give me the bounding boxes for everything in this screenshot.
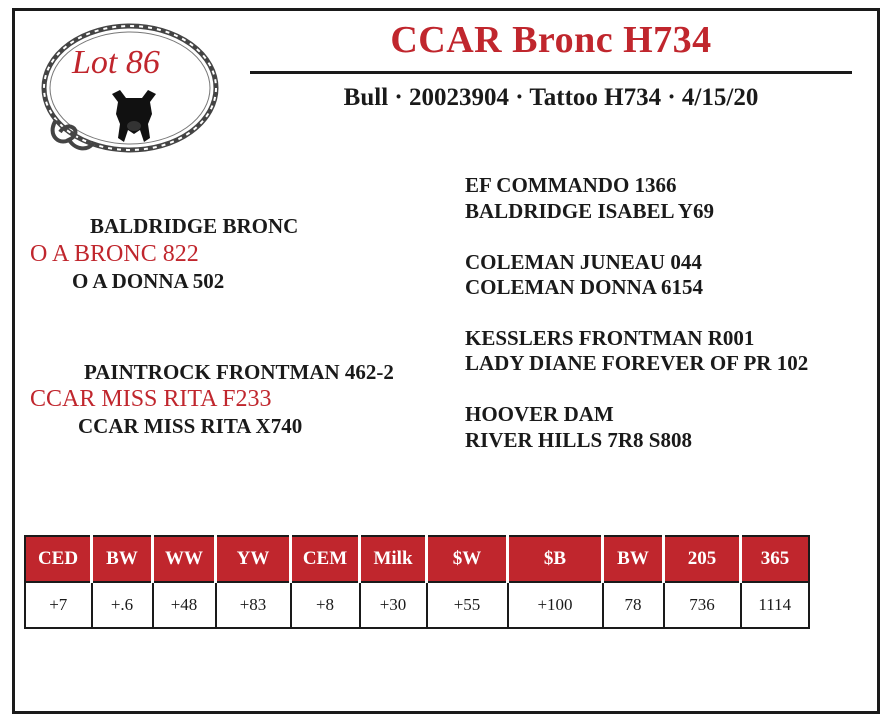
sire-name: O A BRONC 822 — [30, 241, 199, 267]
epd-header-row — [25, 536, 809, 582]
dam-sire-sire: KESSLERS FRONTMAN R001 — [465, 326, 755, 350]
epd-value-yw: +83 — [216, 582, 291, 628]
dam-name: CCAR MISS RITA F233 — [30, 386, 272, 412]
sire-sire-sire: EF COMMANDO 1366 — [465, 173, 677, 197]
bull-icon — [104, 84, 164, 144]
sire-dam: O A DONNA 502 — [72, 269, 225, 293]
epd-table — [24, 535, 810, 629]
dam-dam-sire: HOOVER DAM — [465, 402, 614, 426]
epd-header-ww: WW — [153, 536, 216, 582]
dam-dam-dam: RIVER HILLS 7R8 S808 — [465, 428, 692, 452]
epd-header-ced: CED — [25, 536, 92, 582]
animal-details: Bull · 20023904 · Tattoo H734 · 4/15/20 — [343, 84, 759, 111]
epd-header-205: 205 — [664, 536, 741, 582]
epd-header-cem: CEM — [291, 536, 360, 582]
sire-sire-dam: BALDRIDGE ISABEL Y69 — [465, 199, 714, 223]
epd-value-cem: +8 — [291, 582, 360, 628]
epd-value-milk: +30 — [360, 582, 427, 628]
epd-header-b-index: $B — [508, 536, 603, 582]
dam-sire: PAINTROCK FRONTMAN 462-2 — [84, 360, 394, 384]
epd-value-b-index: +100 — [508, 582, 603, 628]
epd-value-ced: +7 — [25, 582, 92, 628]
epd-value-365: 1114 — [741, 582, 810, 628]
epd-header-birth-weight: BW — [603, 536, 664, 582]
epd-value-bw: +.6 — [92, 582, 153, 628]
lot-number: Lot 86 — [72, 44, 160, 81]
epd-value-ww: +48 — [153, 582, 216, 628]
epd-header-w-index: $W — [427, 536, 508, 582]
sire-dam-sire: COLEMAN JUNEAU 044 — [465, 250, 702, 274]
epd-value-w-index: +55 — [427, 582, 508, 628]
epd-header-bw: BW — [92, 536, 153, 582]
dam-dam: CCAR MISS RITA X740 — [78, 414, 303, 438]
dam-sire-dam: LADY DIANE FOREVER OF PR 102 — [465, 351, 809, 375]
epd-header-365: 365 — [741, 536, 810, 582]
animal-name: CCAR Bronc H734 — [390, 19, 712, 61]
title-divider — [250, 71, 852, 74]
sire-dam-dam: COLEMAN DONNA 6154 — [465, 275, 704, 299]
epd-value-row — [25, 582, 809, 628]
epd-header-yw: YW — [216, 536, 291, 582]
epd-value-birth-weight: 78 — [603, 582, 664, 628]
epd-value-205: 736 — [664, 582, 741, 628]
sire-sire: BALDRIDGE BRONC — [90, 214, 299, 238]
epd-header-milk: Milk — [360, 536, 427, 582]
